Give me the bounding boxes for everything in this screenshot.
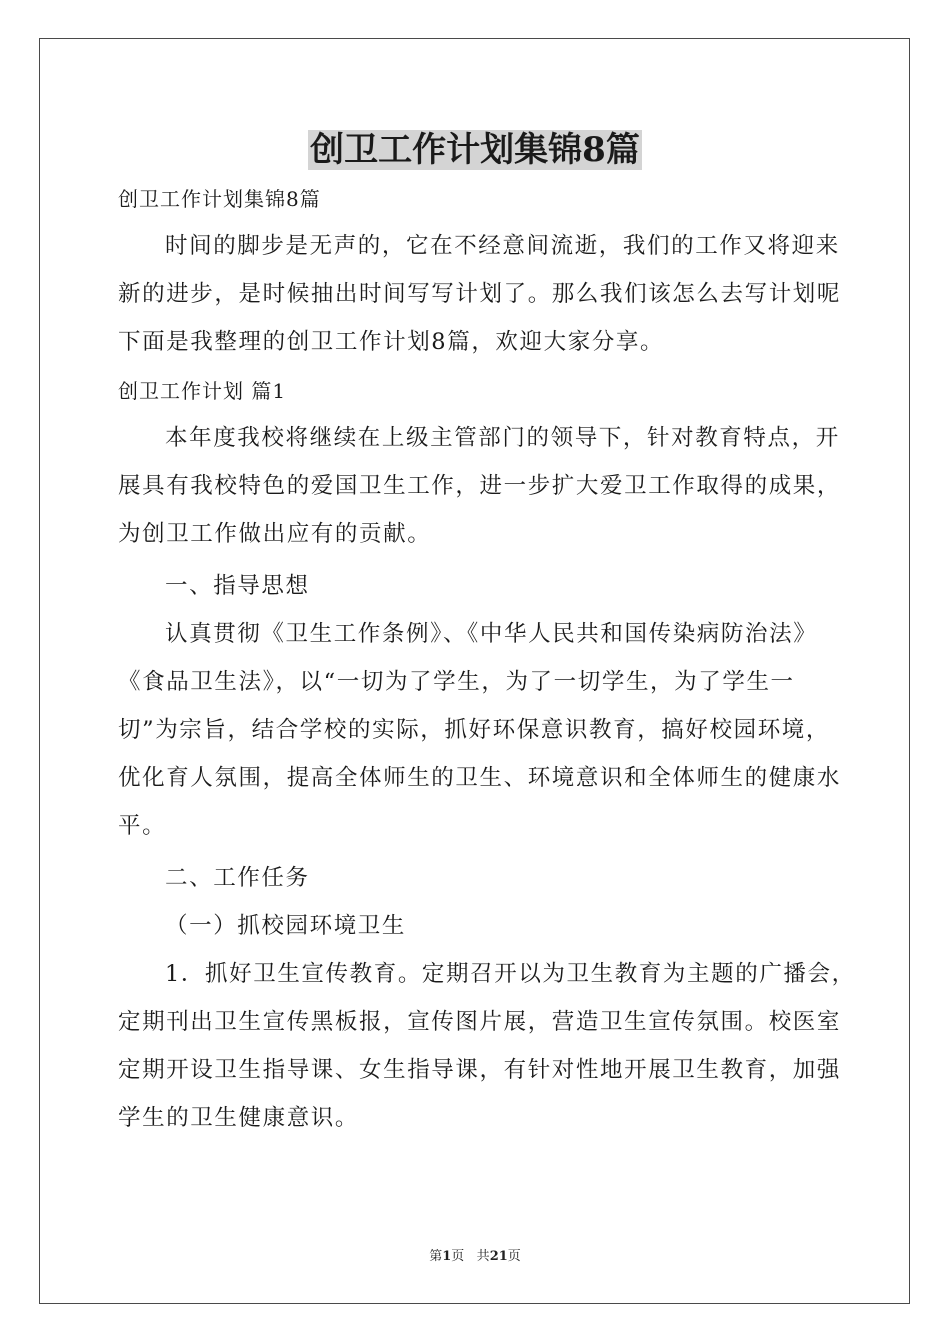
total-pages: 21 [489,1249,508,1264]
total-prefix: 共 [476,1249,490,1264]
paragraph-line: 学生的卫生健康意识。 [118,1105,360,1131]
paragraph-line: 为创卫工作做出应有的贡献。 [118,521,432,547]
paragraph-line: 定期开设卫生指导课、女生指导课，有针对性地开展卫生教育，加强 [118,1057,842,1083]
paragraph-line: 展具有我校特色的爱国卫生工作，进一步扩大爱卫工作取得的成果， [118,473,842,499]
paragraph-line: 认真贯彻《卫生工作条例》、《中华人民共和国传染病防治法》 [165,621,818,647]
intro-line: 新的进步，是时候抽出时间写写计划了。那么我们该怎么去写计划呢 [118,281,842,307]
document-title-text: 创卫工作计划集锦8篇 [310,130,640,170]
heading-campus-environment: （一）抓校园环境卫生 [165,913,407,939]
total-suffix: 页 [507,1249,521,1264]
paragraph-line: 切”为宗旨，结合学校的实际，抓好环保意识教育，搞好校园环境， [118,717,831,743]
paragraph-line: 本年度我校将继续在上级主管部门的领导下，针对教育特点，开 [165,425,840,451]
document-body [118,176,856,1142]
heading-work-tasks: 二、工作任务 [165,865,310,891]
page-prefix: 第 [429,1249,443,1264]
paragraph-line: 定期刊出卫生宣传黑板报，宣传图片展，营造卫生宣传氛围。校医室 [118,1009,842,1035]
section-heading: 创卫工作计划 篇1 [118,379,287,403]
document-title [0,128,950,172]
intro-line: 时间的脚步是无声的，它在不经意间流逝，我们的工作又将迎来 [165,233,840,259]
page-footer [0,1248,950,1266]
heading-guiding-ideology: 一、指导思想 [165,573,310,599]
paragraph-line: 1．抓好卫生宣传教育。定期召开以为卫生教育为主题的广播会， [165,961,856,987]
paragraph-line: 优化育人氛围，提高全体师生的卫生、环境意识和全体师生的健康水 [118,765,842,791]
page-number: 1 [442,1249,452,1264]
document-subtitle: 创卫工作计划集锦8篇 [118,187,321,211]
paragraph-line: 《食品卫生法》，以“一切为了学生，为了一切学生，为了学生一 [118,669,795,695]
page-suffix: 页 [451,1249,465,1264]
paragraph-line: 平。 [118,813,167,839]
intro-line: 下面是我整理的创卫工作计划8篇，欢迎大家分享。 [118,329,665,355]
